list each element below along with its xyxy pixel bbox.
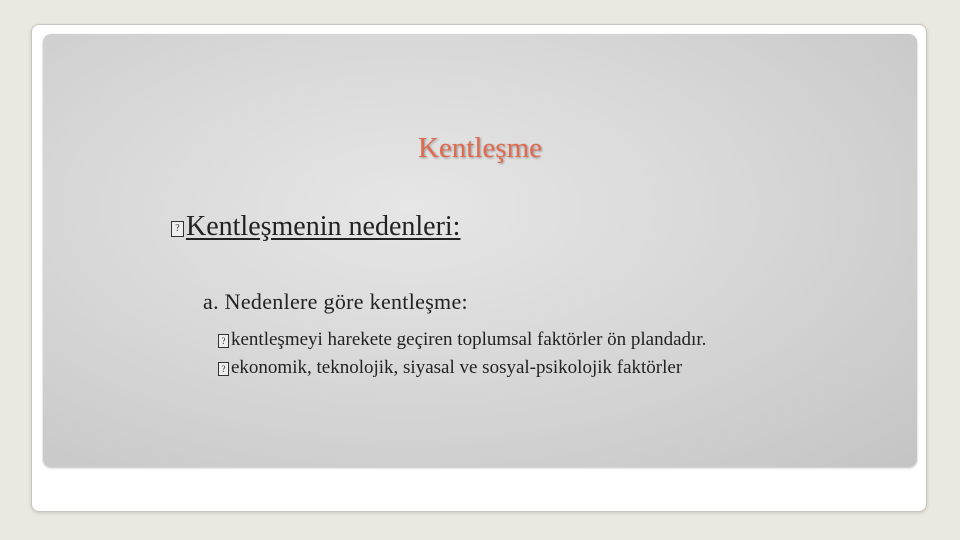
heading-text: Kentleşmenin nedenleri: bbox=[186, 211, 461, 242]
bullet-list bbox=[218, 326, 706, 382]
missing-glyph-bullet-icon: ? bbox=[218, 334, 229, 348]
slide-title: Kentleşme bbox=[417, 132, 542, 164]
slide-content-panel bbox=[43, 34, 917, 467]
heading-bullet-line bbox=[171, 210, 460, 244]
list-item-text: kentleşmeyi harekete geçiren toplumsal faktörler ön plandadır. bbox=[231, 329, 707, 350]
list-item bbox=[218, 354, 706, 382]
missing-glyph-bullet-icon: ? bbox=[171, 221, 184, 237]
missing-glyph-bullet-icon: ? bbox=[218, 362, 229, 376]
list-item bbox=[218, 326, 706, 354]
list-item-text: ekonomik, teknolojik, siyasal ve sosyal-psikolojik faktörler bbox=[231, 357, 683, 378]
subheading: a. Nedenlere göre kentleşme: bbox=[203, 289, 468, 314]
